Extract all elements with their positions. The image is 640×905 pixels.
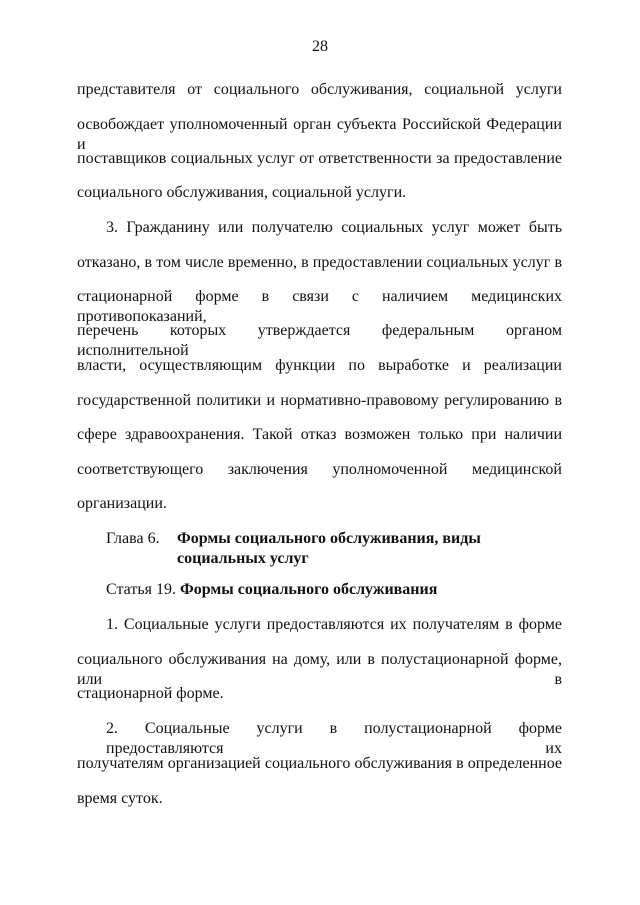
text-line: стационарной форме в связи с наличием медицинских противопоказаний,	[77, 288, 562, 325]
text-line: социального обслуживания, социальной услуги.	[77, 184, 407, 201]
chapter-title-line1: Формы социального обслуживания, виды	[177, 530, 481, 547]
text-line: 3. Гражданину или получателю социальных услуг может быть	[106, 219, 562, 236]
text-line: время суток.	[77, 790, 163, 807]
text-line: перечень которых утверждается федеральным органом исполнительной	[77, 322, 562, 359]
text-line: отказано, в том числе временно, в предоставлении социальных услуг в	[77, 254, 562, 271]
text-line: сфере здравоохранения. Такой отказ возможен только при наличии	[77, 426, 562, 443]
text-line: стационарной форме.	[77, 685, 224, 702]
text-line: 1. Социальные услуги предоставляются их получателям в форме	[106, 616, 562, 633]
article-heading	[106, 580, 562, 600]
chapter-label: Глава 6.	[106, 530, 160, 547]
text-line: организации.	[77, 495, 167, 512]
text-line: поставщиков социальных услуг от ответственности за предоставление	[77, 150, 562, 167]
page-number: 28	[312, 38, 328, 55]
text-line: соответствующего заключения уполномоченной медицинской	[77, 461, 562, 478]
article-label: Статья 19.	[106, 581, 176, 598]
text-line: государственной политики и нормативно-правовому регулированию в	[77, 392, 562, 409]
text-line: освобождает уполномоченный орган субъекта Российской Федерации и	[77, 116, 562, 153]
text-line: получателям организацией социального обслуживания в определенное	[77, 755, 562, 772]
article-title: Формы социального обслуживания	[179, 581, 438, 598]
chapter-title-line2: социальных услуг	[177, 550, 309, 567]
text-line: власти, осуществляющим функции по выработке и реализации	[77, 357, 562, 374]
text-line: социального обслуживания на дому, или в полустационарной форме, или в	[77, 651, 562, 688]
text-line: представителя от социального обслуживания, социальной услуги	[77, 81, 562, 98]
text-line: 2. Социальные услуги в полустационарной форме предоставляются их	[106, 720, 562, 757]
